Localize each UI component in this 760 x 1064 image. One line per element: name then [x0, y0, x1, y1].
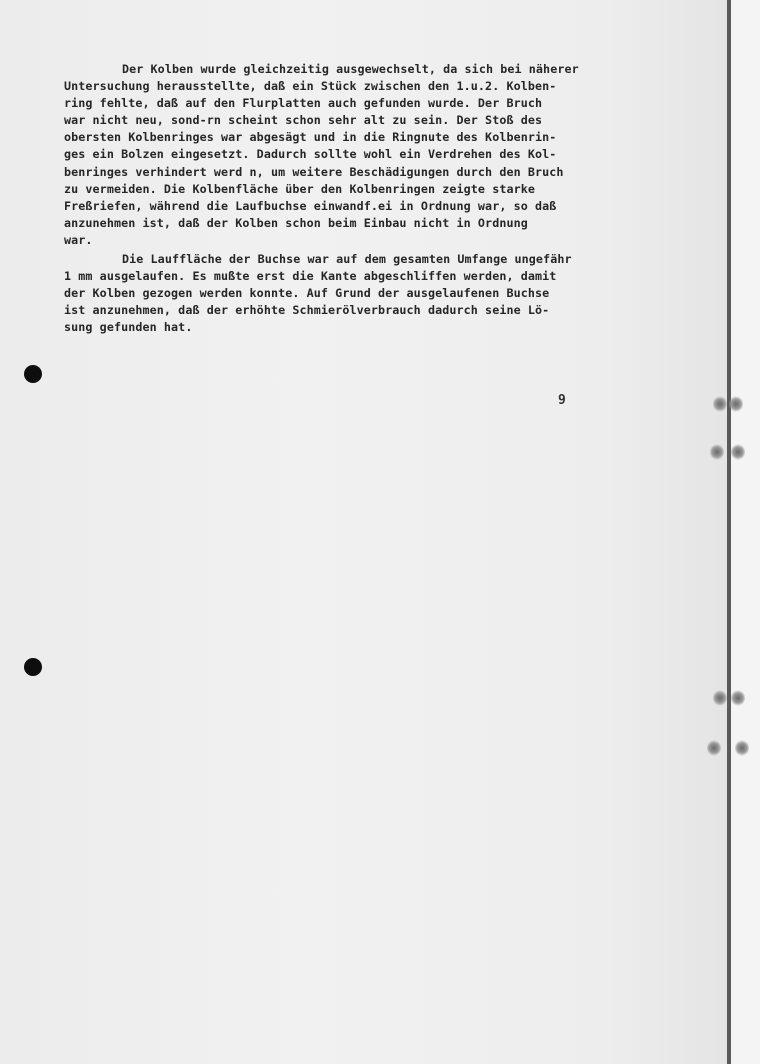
- text-line: 1 mm ausgelaufen. Es mußte erst die Kante abgeschliffen werden, damit: [64, 269, 557, 284]
- ink-smudge: [713, 396, 727, 412]
- ink-smudge: [707, 740, 721, 756]
- ink-smudge: [731, 444, 745, 460]
- text-line: Die Lauffläche der Buchse war auf dem gesamten Umfange ungefähr: [122, 252, 572, 267]
- page-number: 9: [558, 393, 566, 408]
- ink-smudge: [735, 740, 749, 756]
- ink-smudge: [713, 690, 727, 706]
- typed-text-body: [64, 61, 728, 337]
- text-line: ges ein Bolzen eingesetzt. Dadurch sollte wohl ein Verdrehen des Kol-: [64, 147, 557, 162]
- ink-smudge: [710, 444, 724, 460]
- text-line: obersten Kolbenringes war abgesägt und in die Ringnute des Kolbenrin-: [64, 130, 557, 145]
- paragraph-2: [64, 251, 728, 336]
- text-line: war.: [64, 232, 93, 247]
- text-line: ring fehlte, daß auf den Flurplatten auch gefunden wurde. Der Bruch: [64, 96, 543, 111]
- text-line: Der Kolben wurde gleichzeitig ausgewechselt, da sich bei näherer: [122, 62, 579, 76]
- text-line: Untersuchung herausstellte, daß ein Stück zwischen den 1.u.2. Kolben-: [64, 79, 557, 94]
- text-line: benringes verhindert werd n, um weitere Beschädigungen durch den Bruch: [64, 164, 564, 179]
- punch-hole-upper: [24, 365, 42, 383]
- paragraph-1: [64, 61, 728, 249]
- text-line: sung gefunden hat.: [64, 320, 193, 335]
- text-line: war nicht neu, sond-rn scheint schon sehr alt zu sein. Der Stoß des: [64, 113, 543, 128]
- text-line: ist anzunehmen, daß der erhöhte Schmierölverbrauch dadurch seine Lö-: [64, 303, 550, 318]
- text-line: der Kolben gezogen werden konnte. Auf Grund der ausgelaufenen Buchse: [64, 286, 550, 301]
- text-line: Freßriefen, während die Laufbuchse einwandf.ei in Ordnung war, so daß: [64, 198, 557, 213]
- adjacent-page-strip: [731, 0, 760, 1064]
- ink-smudge: [731, 690, 745, 706]
- text-line: zu vermeiden. Die Kolbenfläche über den Kolbenringen zeigte starke: [64, 181, 536, 196]
- punch-hole-lower: [24, 658, 42, 676]
- text-line: anzunehmen ist, daß der Kolben schon beim Einbau nicht in Ordnung: [64, 215, 528, 230]
- ink-smudge: [729, 396, 743, 412]
